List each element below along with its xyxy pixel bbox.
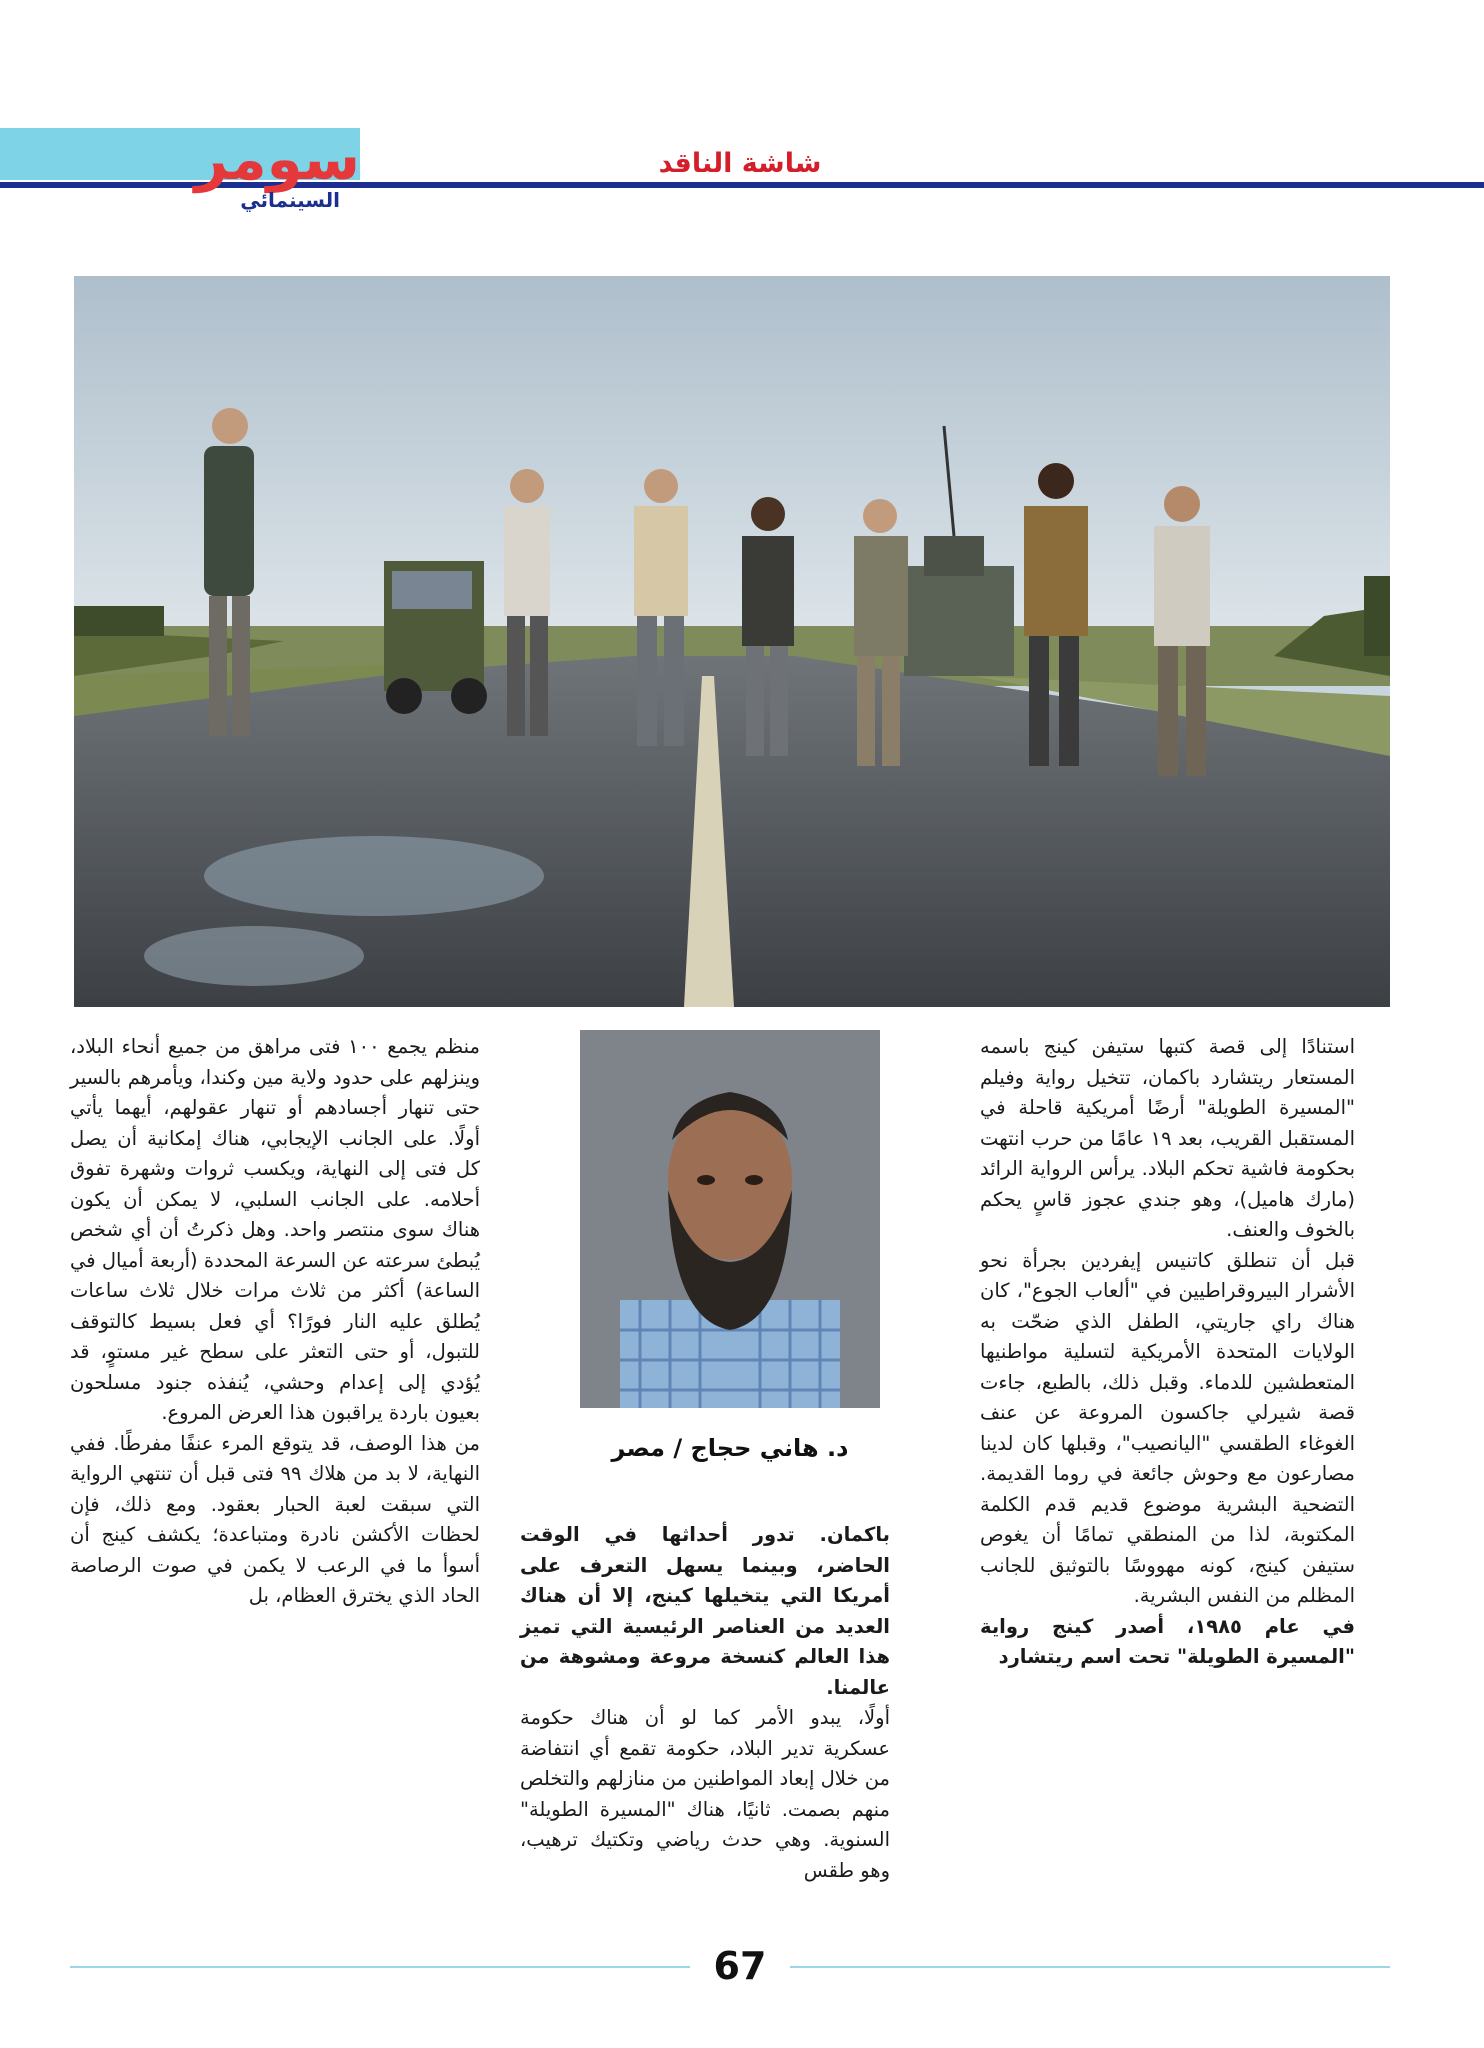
logo-main-text: سومر <box>194 125 360 193</box>
author-byline: د. هاني حجاج / مصر <box>611 1434 849 1462</box>
author-portrait-illustration <box>580 1030 880 1408</box>
logo-sub-text: السينمائي <box>240 188 340 212</box>
section-title: شاشة الناقد <box>658 148 822 179</box>
magazine-logo <box>150 125 360 220</box>
article-column-left <box>70 1032 480 1612</box>
article-column-middle <box>520 1520 890 1886</box>
paragraph-bold: باكمان. تدور أحداثها في الوقت الحاضر، وبينما يسهل التعرف على أمريكا التي يتخيلها كينج، إلا أن هناك العديد من العناصر الرئيسية التي تميز هذا العالم كنسخة مروعة ومشوهة من عالمنا. <box>520 1523 890 1699</box>
article-column-right <box>980 1032 1355 1673</box>
page-number: 67 <box>713 1944 767 1988</box>
paragraph-bold: في عام ١٩٨٥، أصدر كينج رواية "المسيرة الطويلة" تحت اسم ريتشارد <box>980 1614 1355 1668</box>
paragraph: قبل أن تنطلق كاتنيس إيفردين بجرأة نحو الأشرار البيروقراطيين في "ألعاب الجوع"، كان هناك راي جاريتي، الطفل الذي ضحّت به الولايات المتحدة الأمريكية لتسلية مواطنيها المتعطشين للدماء. وقبل ذلك، بالطبع، جاءت قصة شيرلي جاكسون المروعة عن عنف الغوغاء الطقسي "اليانصيب"، وقبلها كان لدينا مصارعون مع وحوش جائعة في روما القديمة. التضحية البشرية موضوع قديم قدم الكلمة المكتوبة، لذا من المنطقي تمامًا أن يغوص ستيفن كينج، كونه مهووسًا بالتوثيق للجانب المظلم من النفس البشرية. <box>980 1248 1355 1607</box>
author-photo <box>580 1030 880 1408</box>
road-scene-illustration <box>74 276 1390 1007</box>
paragraph: منظم يجمع ١٠٠ فتى مراهق من جميع أنحاء البلاد، وينزلهم على حدود ولاية مين وكندا، ويأمرهم بالسير حتى تنهار أجسادهم أو تنهار عقولهم، أيهما يأتي أولًا. على الجانب الإيجابي، هناك إمكانية أن يصل كل فتى إلى النهاية، ويكسب ثروات وشهرة تفوق أحلامه. على الجانب السلبي، لا يمكن أن يكون هناك سوى منتصر واحد. وهل ذكرتُ أن أي شخص يُبطئ سرعته عن السرعة المحددة (أربعة أميال في الساعة) أكثر من ثلاث مرات خلال ثلاث ساعات يُطلق عليه النار فورًا؟ أي فعل بسيط كالتوقف للتبول، أو حتى التعثر على سطح غير مستوٍ، قد يُؤدي إلى إعدام وحشي، يُنفذه جنود مسلحون بعيون باردة يراقبون هذا العرض المروع. <box>70 1035 480 1424</box>
paragraph: أولًا، يبدو الأمر كما لو أن هناك حكومة عسكرية تدير البلاد، حكومة تقمع أي انتفاضة من خلال إبعاد المواطنين من منازلهم والتخلص منهم بصمت. ثانيًا، هناك "المسيرة الطويلة" السنوية. وهي حدث رياضي وتكتيك ترهيب، وهو طقس <box>520 1706 890 1882</box>
footer-rule-right <box>790 1966 1390 1968</box>
hero-image <box>74 276 1390 1007</box>
paragraph: من هذا الوصف، قد يتوقع المرء عنفًا مفرطًا. ففي النهاية، لا بد من هلاك ٩٩ فتى قبل أن تنتهي الرواية التي سبقت لعبة الحبار بعقود. ومع ذلك، فإن لحظات الأكشن نادرة ومتباعدة؛ يكشف كينج أن أسوأ ما في الرعب لا يكمن في صوت الرصاصة الحاد الذي يخترق العظام، بل <box>70 1431 481 1607</box>
footer-rule-left <box>70 1966 690 1968</box>
paragraph: استنادًا إلى قصة كتبها ستيفن كينج باسمه المستعار ريتشارد باكمان، تتخيل رواية وفيلم "المسيرة الطويلة" أرضًا أمريكية قاحلة في المستقبل القريب، بعد ١٩ عامًا من حرب انتهت بحكومة فاشية تحكم البلاد. يرأس الرواية الرائد (مارك هاميل)، وهو جندي عجوز قاسٍ يحكم بالخوف والعنف. <box>980 1035 1355 1241</box>
